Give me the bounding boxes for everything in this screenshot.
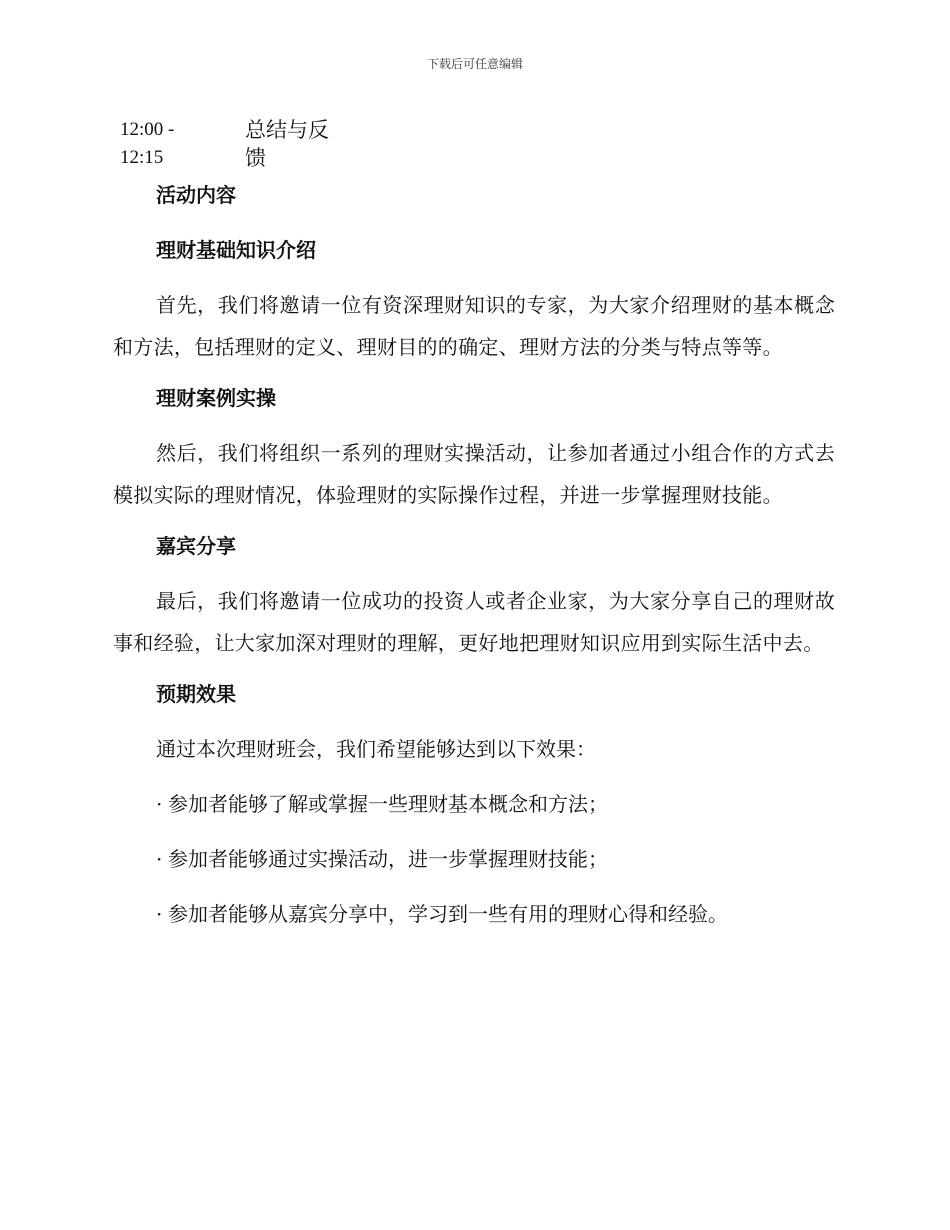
schedule-activity-line1: 总结与反 [245,118,329,142]
effects-heading: 预期效果 [156,682,236,706]
effects-intro: 通过本次理财班会，我们希望能够达到以下效果： [156,737,596,761]
basics-heading: 理财基础知识介绍 [156,238,316,262]
schedule-time-cell [120,116,230,172]
effects-item-text: 参加者能够通过实操活动，进一步掌握理财技能； [168,847,608,871]
schedule-time-end: 12:15 [120,147,164,168]
schedule-activity-cell [245,116,340,172]
page-header-note: 下载后可任意编辑 [426,57,523,71]
effects-list-item [113,844,835,874]
practice-paragraph: 然后，我们将组织一系列的理财实操活动，让参加者通过小组合作的方式去模拟实际的理财情况，体验理财的实际操作过程，并进一步掌握理财技能。 [113,441,835,507]
basics-paragraph: 首先，我们将邀请一位有资深理财知识的专家，为大家介绍理财的基本概念和方法，包括理财的定义、理财目的的确定、理财方法的分类与特点等等。 [113,293,835,359]
guest-paragraph: 最后，我们将邀请一位成功的投资人或者企业家，为大家分享自己的理财故事和经验，让大家加深对理财的理解，更好地把理财知识应用到实际生活中去。 [113,589,835,655]
schedule-time-start: 12:00 - [120,119,175,140]
effects-item-text: 参加者能够了解或掌握一些理财基本概念和方法； [168,792,608,816]
guest-heading: 嘉宾分享 [156,534,236,558]
effects-list-item [113,789,835,819]
bullet-dot-icon: · [156,847,163,871]
practice-heading: 理财案例实操 [156,386,276,410]
bullet-dot-icon: · [156,792,163,816]
effects-item-text: 参加者能够从嘉宾分享中，学习到一些有用的理财心得和经验。 [168,902,728,926]
bullet-dot-icon: · [156,902,163,926]
schedule-row [120,116,420,176]
document-body [113,180,835,954]
activity-content-heading: 活动内容 [156,183,236,207]
effects-list-item [113,899,835,929]
schedule-activity-line2: 馈 [245,146,266,170]
